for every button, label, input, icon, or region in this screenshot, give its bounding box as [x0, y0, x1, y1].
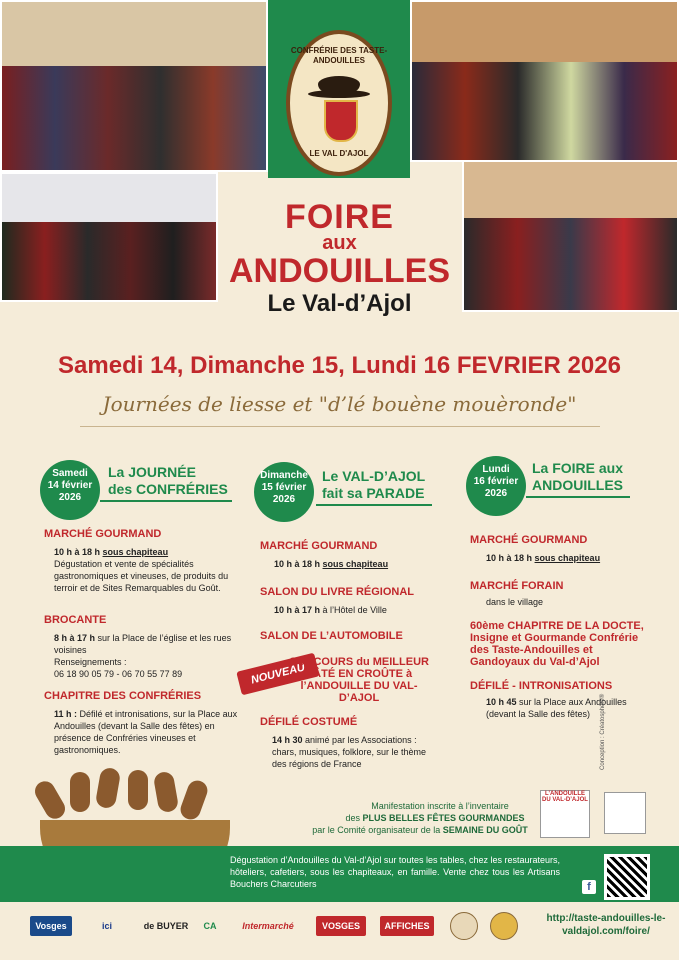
sausage-6: [178, 778, 210, 822]
day3-section2-title: MARCHÉ FORAIN: [470, 580, 564, 592]
photo-top-left: [0, 0, 268, 172]
day1-section1-time: 10 h à 18 h sous chapiteau: [54, 547, 169, 557]
day1-section2-title: BROCANTE: [44, 614, 107, 626]
inventory-line1: Manifestation inscrite à l’inventaire: [371, 801, 509, 811]
day2-section2-title: SALON DU LIVRE RÉGIONAL: [260, 586, 415, 598]
day1-date-circle: Samedi 14 février 2026: [40, 460, 100, 520]
day3-section4-title: DÉFILÉ - INTRONISATIONS: [470, 680, 613, 692]
day3-section1-time: 10 h à 18 h sous chapiteau: [486, 553, 601, 563]
title-town: Le Val-d’Ajol: [267, 290, 412, 317]
title-aux: aux: [322, 232, 357, 254]
photo-top-right: [410, 0, 679, 162]
day2-title: Le VAL-D’AJOL fait sa PARADE: [322, 468, 426, 501]
day3-section1-title: MARCHÉ GOURMAND: [470, 534, 588, 546]
inventory-line3: par le Comité organisateur de la SEMAINE DU GOÛT: [312, 825, 528, 835]
day2-date-circle: Dimanche 15 février 2026: [254, 462, 314, 522]
conception-credit: Conception : Créatosphère®: [600, 693, 606, 770]
sponsor-debuyer: de BUYER: [143, 921, 189, 931]
day2-section5-title: DÉFILÉ COSTUMÉ: [260, 716, 358, 728]
sausage-2: [70, 772, 90, 812]
sponsor-seal-1: [450, 912, 478, 940]
shield-icon: [324, 100, 358, 142]
sponsor-ici: ici: [101, 921, 112, 931]
day2-section4-title: CONCOURS du MEILLEUR PÂTÉ EN CROÛTE à l’ANDOUILLE DU VAL-D’AJOL: [289, 656, 429, 704]
sausage-1: [31, 778, 68, 823]
qr-code[interactable]: [604, 854, 650, 900]
event-dates: Samedi 14, Dimanche 15, Lundi 16 FEVRIER 2026: [58, 352, 621, 379]
sponsor-intermarche: Intermarché: [242, 921, 294, 931]
sponsor-vosges-tv: Vosges: [30, 916, 72, 936]
day3-date-circle: Lundi 16 février 2026: [466, 456, 526, 516]
sponsor-affiches: AFFICHES: [380, 916, 434, 936]
day1-section1-title: MARCHÉ GOURMAND: [44, 528, 162, 540]
title-foire: FOIRE: [285, 198, 394, 236]
day2-section2-time: 10 h à 17 h à l’Hôtel de Ville: [274, 605, 387, 615]
day2-section5-desc: 14 h 30 animé par les Associations : chars, musiques, folklore, sur le thème des régions de France: [272, 735, 427, 769]
day3-section4-desc: 10 h 45 sur la Place aux Andouilles (devant la Salle des fêtes): [486, 697, 627, 719]
day3-section3-title: 60ème CHAPITRE DE LA DOCTE, Insigne et Gourmande Confrérie des Taste-Andouilles et Gandoyaux du Val-d’Ajol: [470, 620, 644, 668]
day3-title: La FOIRE aux ANDOUILLES: [532, 460, 624, 493]
day2-section3-title: SALON DE L’AUTOMOBILE: [260, 630, 403, 642]
logo-text-bottom: LE VAL D'AJOL: [309, 149, 369, 158]
tasting-text: Dégustation d’Andouilles du Val-d’Ajol sur toutes les tables, chez les restaurateurs, hôteliers, cafetiers, sous les chapiteaux, en famille. Vente chez tous les Artisans Bouchers Charcutiers: [230, 855, 561, 889]
title-andouilles: ANDOUILLES: [229, 252, 450, 290]
day1-section1-desc: Dégustation et vente de spécialités gastronomiques et vineuses, de produits du terroir et de Sites Remarquables du Goût.: [54, 559, 229, 593]
inventory-line2: des PLUS BELLES FÊTES GOURMANDES: [345, 813, 525, 823]
le-val-dajol-logo: [604, 792, 646, 834]
event-motto: Journées de liesse et "d’lé bouène mouèronde": [102, 392, 577, 416]
day1-underline: [100, 500, 232, 502]
day1-section3-title: CHAPITRE DES CONFRÉRIES: [44, 690, 202, 702]
hat-brim-icon: [308, 90, 370, 98]
sponsor-vosges-matin: VOSGES: [316, 916, 366, 936]
nouveau-badge: NOUVEAU: [236, 653, 319, 696]
sausage-5: [153, 771, 180, 814]
day2-underline: [316, 504, 432, 506]
day1-section2-phones: 06 18 90 05 79 - 06 70 55 77 89: [54, 669, 183, 679]
day2-section1-time: 10 h à 18 h sous chapiteau: [274, 559, 389, 569]
confrerie-logo: [286, 30, 392, 176]
logo-text-top: CONFRÉRIE DES TASTE-ANDOUILLES: [290, 46, 388, 65]
day1-title: La JOURNÉE des CONFRÉRIES: [108, 464, 228, 497]
day3-section2-desc: dans le village: [486, 597, 544, 607]
day1-section2-time: 8 h à 17 h sur la Place de l’église et les rues voisines: [54, 633, 232, 655]
day1-section3-desc: 11 h : Défilé et intronisations, sur la Place aux Andouilles (devant la Salle des fêtes) en présence de Confréries vineuses et gastronomiques.: [54, 709, 238, 755]
tasting-banner: [0, 846, 679, 902]
facebook-icon[interactable]: f: [582, 880, 596, 894]
sausage-3: [95, 767, 122, 810]
sausage-4: [128, 770, 148, 810]
day1-section2-info: Renseignements :: [54, 657, 127, 667]
divider: [80, 426, 600, 427]
day2-section1-title: MARCHÉ GOURMAND: [260, 540, 378, 552]
sponsor-seal-2: [490, 912, 518, 940]
site-remarquable-logo: L’ANDOUILLE DU VAL-D’AJOL: [540, 790, 590, 838]
website-link[interactable]: http://taste-andouilles-le-valdajol.com/foire/: [546, 913, 666, 937]
day3-underline: [526, 496, 630, 498]
sponsor-credit-agricole: CA: [203, 921, 217, 931]
